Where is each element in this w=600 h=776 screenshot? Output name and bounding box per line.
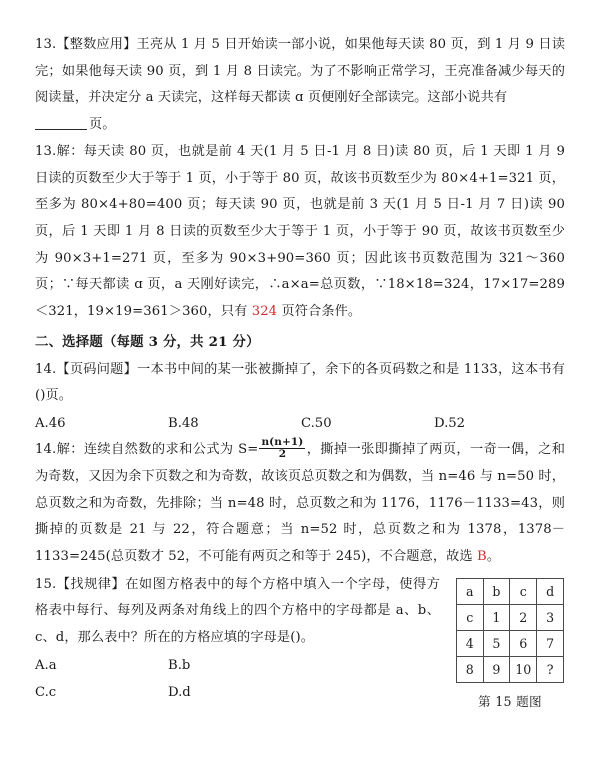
option-c[interactable]: C.c: [35, 684, 57, 700]
option-b[interactable]: B.48: [168, 416, 199, 432]
grid-cell: 2: [510, 605, 537, 631]
fraction-denominator: 2: [278, 448, 287, 461]
magic-square-grid: [456, 578, 564, 683]
solution-14-answer: B: [477, 548, 487, 564]
question-14-text: [35, 357, 565, 410]
question-14-solution: [35, 437, 565, 571]
grid-cell: d: [537, 579, 564, 605]
option-b[interactable]: B.b: [168, 657, 191, 673]
question-15-body: 15.【找规律】在如图方格表中的每个方格中填入一个字母，使得方格表中每行、每列及两条对角线上的四个方格中的字母都是 a、b、c、d，那么表中？所在的方格应填的字母是(: [35, 576, 440, 646]
figure-caption: 第 15 题图: [478, 694, 542, 709]
grid-cell: a: [457, 579, 484, 605]
grid-cell: c: [457, 605, 484, 631]
grid-body: [457, 579, 564, 683]
question-14-options: [35, 410, 565, 437]
question-13-solution: [35, 139, 565, 326]
table-row: [457, 605, 564, 631]
question-14-line2: )页。: [40, 388, 73, 404]
table-row: [457, 657, 564, 683]
grid-cell: 8: [457, 657, 484, 683]
solution-14-pre-formula: 14.解：连续自然数的求和公式为 S=: [35, 442, 259, 458]
option-d[interactable]: D.52: [434, 416, 466, 432]
question-13-text: [35, 32, 565, 112]
table-row: [457, 631, 564, 657]
solution-13-answer: 324: [251, 304, 278, 320]
grid-cell: 5: [483, 631, 510, 657]
grid-cell: 6: [510, 631, 537, 657]
grid-cell: 3: [537, 605, 564, 631]
question-13-blank-line: [35, 112, 565, 139]
grid-cell: 10: [510, 657, 537, 683]
table-row: [457, 579, 564, 605]
question-14-line1: 14.【页码问题】一本书中间的某一张被撕掉了，余下的各页码数之和是 1133，这本书有(: [35, 361, 565, 404]
grid-cell: 4: [457, 631, 484, 657]
grid-cell: ?: [537, 657, 564, 683]
sum-formula-fraction: [259, 437, 305, 461]
question-14: [35, 357, 565, 437]
grid-cell: 9: [483, 657, 510, 683]
option-c[interactable]: C.50: [301, 416, 332, 432]
question-13-blank-tail: 页。: [89, 117, 116, 133]
section-2-header: 二、选择题（每题 3 分，共 21 分）: [35, 333, 260, 350]
grid-cell: c: [510, 579, 537, 605]
solution-13-part1: 13.解：每天读 80 页，也就是前 4 天(1 月 5 日-1 月 8 日)读 80 页，后 1 天即 1 月 9 日读的页数至少大于等于 1 页，小于等于 80 页，故该书页数至少为 80×4+1=321 页，至多为 80×4+80=400 页；每天读 90 页，也就是前 3 天(1 月 5 日-1 月 7 日)读 90 页，后 1 天即 1 月 8 日读的页数至少大于等于 1 页，小于等于 90 页，故该书页数至少为 90×3+1=271 页，至多为 90×3+90=360 页；因此该书页数范围为 321～360 页；∵每天都读 ɑ 页，a 天刚好读完，∴a×a=总页数，∵18×18=324，17×17=289＜321，19×19=361＞360，只有: [35, 143, 565, 320]
option-a[interactable]: A.46: [35, 416, 66, 432]
grid-cell: 7: [537, 631, 564, 657]
question-15-text: [35, 572, 440, 652]
solution-14-tail: 。: [486, 548, 501, 564]
answer-blank[interactable]: [35, 117, 87, 130]
solution-14-post-formula: ，撕掉一张即撕掉了两页，一奇一偶，之和为奇数，又因为余下页数之和为奇数，故该页总页数之和为偶数，当 n=46 与 n=50 时，总页数之和为奇数，先排除；当 n=48 时，总页数之和为 1176，1176－1133=43，则撕掉的页数是 21 与 22，符合题意；当 n=52 时，总页数之和为 1378，1378－1133=245(总页数才 52，不可能有两页之和等于 245)，不合题意，故选: [35, 442, 565, 564]
question-15-tail: )。: [295, 630, 314, 646]
question-13-body: 13.【整数应用】王亮从 1 月 5 日开始读一部小说，如果他每天读 80 页，到 1 月 9 日读完；如果他每天读 90 页，到 1 月 8 日读完。为了不影响正常学习，王亮准备减少每天的阅读量，并决定分 a 天读完，这样每天都读 ɑ 页便刚好全部读完。这部小说共有: [35, 37, 565, 106]
solution-13-part2: 页符合条件。: [277, 304, 362, 320]
grid-cell: b: [483, 579, 510, 605]
fraction-numerator: n(n+1): [261, 435, 304, 448]
question-15-figure: [456, 578, 566, 710]
option-d[interactable]: D.d: [168, 684, 191, 700]
option-a[interactable]: A.a: [35, 657, 57, 673]
grid-cell: 1: [483, 605, 510, 631]
